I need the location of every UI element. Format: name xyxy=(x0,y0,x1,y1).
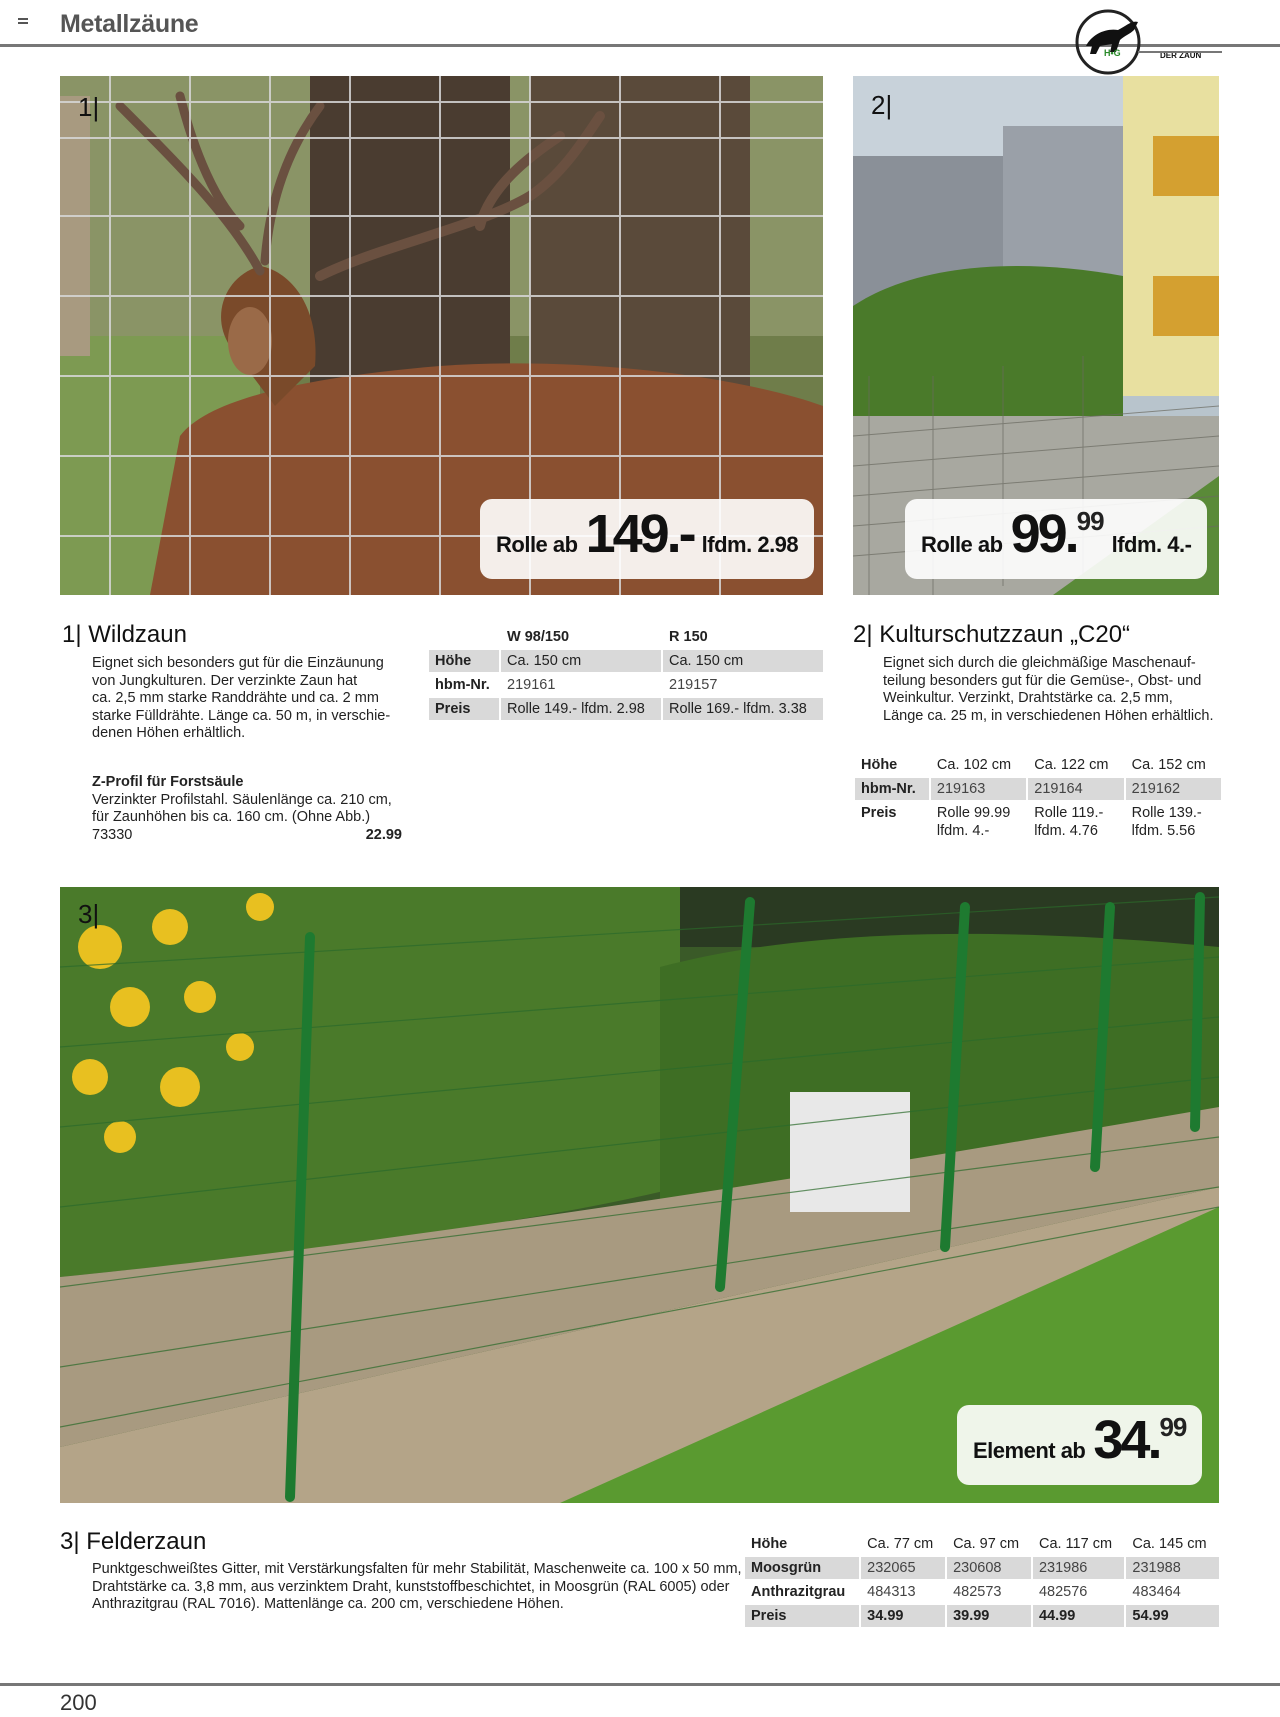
table-cell: 482573 xyxy=(953,1584,1002,1600)
table-cell: 484313 xyxy=(867,1584,916,1600)
wildzaun-price-badge xyxy=(480,499,814,579)
table-cell: 54.99 xyxy=(1126,1605,1219,1627)
zprofil-price: 22.99 xyxy=(365,826,402,843)
kulturschutzzaun-spec-table xyxy=(853,752,1223,844)
table-cell: 231988 xyxy=(1126,1557,1219,1579)
table-cell: Anthrazitgrau xyxy=(751,1584,846,1600)
table-cell: 230608 xyxy=(947,1557,1031,1579)
price-prefix: Element ab xyxy=(973,1438,1086,1463)
table-cell: Ca. 117 cm xyxy=(1038,1536,1113,1552)
zprofil-block xyxy=(92,774,402,844)
desc-line: Punktgeschweißtes Gitter, mit Verstärkungsfalten für mehr Stabilität, Maschenweite ca. 100 x 50 mm, xyxy=(92,1561,742,1577)
table-cell: Ca. 152 cm xyxy=(1131,757,1206,773)
desc-line: Anthrazitgrau (RAL 7016). Mattenlänge ca. 200 cm, verschiedene Höhen. xyxy=(92,1596,564,1612)
desc-line: ca. 2,5 mm starke Randdrähte und ca. 2 mm xyxy=(92,690,379,706)
table-cell: 483464 xyxy=(1132,1584,1181,1600)
table-row xyxy=(855,802,1221,821)
desc-line: Eignet sich besonders gut für die Einzäunung xyxy=(92,655,384,671)
table-cell: Preis xyxy=(745,1605,859,1627)
desc-line: Weinkultur. Verzinkt, Drahtstärke ca. 2,5 mm, xyxy=(883,690,1173,706)
price-prefix: Rolle ab xyxy=(921,532,1003,557)
table-row xyxy=(745,1581,1219,1603)
felderzaun-spec-table xyxy=(743,1531,1221,1629)
table-header-row xyxy=(429,626,823,648)
brand-logo xyxy=(1072,6,1222,78)
table-row xyxy=(855,754,1221,776)
page-number: 200 xyxy=(60,1690,97,1715)
table-row xyxy=(745,1533,1219,1555)
table-cell: 219161 xyxy=(507,677,556,693)
desc-line: teilung besonders gut für die Gemüse-, Obst- und xyxy=(883,672,1202,689)
table-cell xyxy=(855,823,929,842)
price-suffix: lfdm. 4.- xyxy=(1111,532,1192,557)
table-cell: Ca. 145 cm xyxy=(1132,1536,1207,1552)
kulturschutzzaun-title: 2| Kulturschutzzaun „C20“ xyxy=(853,621,1131,648)
footer-divider xyxy=(0,1683,1280,1686)
table-cell: lfdm. 5.56 xyxy=(1131,823,1196,839)
price-prefix: Rolle ab xyxy=(496,532,578,557)
desc-line: Drahtstärke ca. 3,8 mm, aus verzinktem Draht, kunststoffbeschichtet, in Moosgrün (RAL 6005) oder xyxy=(92,1578,730,1595)
price-main: 149.- xyxy=(585,504,694,564)
table-cell: Rolle 149.- lfdm. 2.98 xyxy=(501,698,661,720)
felderzaun-price-badge xyxy=(957,1405,1202,1485)
desc-line: Eignet sich durch die gleichmäßige Maschenauf- xyxy=(883,655,1196,671)
table-row xyxy=(745,1557,1219,1579)
price-cents: 99 xyxy=(1076,506,1104,536)
desc-line: für Zaunhöhen bis ca. 160 cm. (Ohne Abb.) xyxy=(92,809,371,825)
table-header: R 150 xyxy=(669,629,708,645)
table-cell: Rolle 169.- lfdm. 3.38 xyxy=(663,698,823,720)
table-cell: Ca. 150 cm xyxy=(501,650,661,672)
table-cell: 219162 xyxy=(1126,778,1221,800)
price-main: 99. xyxy=(1010,504,1077,564)
table-row xyxy=(855,823,1221,842)
table-cell: Rolle 119.- xyxy=(1034,805,1104,821)
wildzaun-title: 1| Wildzaun xyxy=(62,621,187,648)
kulturschutzzaun-price-badge xyxy=(905,499,1207,579)
desc-line: denen Höhen erhältlich. xyxy=(92,725,246,741)
table-cell: 219163 xyxy=(931,778,1026,800)
felderzaun-description xyxy=(92,1561,742,1614)
table-cell: 219164 xyxy=(1028,778,1123,800)
table-cell: Rolle 139.- xyxy=(1131,805,1202,821)
table-cell: Preis xyxy=(429,698,499,720)
table-cell: 39.99 xyxy=(947,1605,1031,1627)
table-cell: 231986 xyxy=(1033,1557,1124,1579)
table-cell: Ca. 77 cm xyxy=(867,1536,934,1552)
table-row xyxy=(855,778,1221,800)
table-cell: Höhe xyxy=(861,757,898,773)
table-cell: 482576 xyxy=(1038,1584,1088,1600)
table-row xyxy=(429,674,823,696)
price-cents: 99 xyxy=(1159,1412,1187,1442)
svg-text:H•G: H•G xyxy=(1104,48,1121,58)
kulturschutzzaun-description xyxy=(883,655,1223,725)
price-suffix: lfdm. 2.98 xyxy=(701,532,799,557)
zprofil-article-number: 73330 xyxy=(92,826,133,843)
table-cell: 34.99 xyxy=(861,1605,945,1627)
table-cell: Ca. 97 cm xyxy=(953,1536,1020,1552)
table-cell: Höhe xyxy=(751,1536,788,1552)
menu-icon[interactable] xyxy=(18,18,28,26)
table-header xyxy=(429,626,499,648)
felderzaun-title: 3| Felderzaun xyxy=(60,1528,207,1555)
zprofil-title: Z-Profil für Forstsäule xyxy=(92,774,244,790)
wildzaun-photo xyxy=(60,76,823,595)
page-title: Metallzäune xyxy=(60,10,199,38)
table-cell: Ca. 150 cm xyxy=(663,650,823,672)
table-cell: 44.99 xyxy=(1033,1605,1124,1627)
desc-line: Länge ca. 25 m, in verschiedenen Höhen erhältlich. xyxy=(883,707,1214,724)
table-header: W 98/150 xyxy=(507,629,570,645)
table-cell: 232065 xyxy=(861,1557,945,1579)
table-cell: Höhe xyxy=(429,650,499,672)
svg-text:DER ZAUN: DER ZAUN xyxy=(1160,51,1202,60)
wildzaun-spec-table xyxy=(427,624,825,722)
table-cell: Rolle 99.99 xyxy=(936,805,1011,821)
table-cell: Moosgrün xyxy=(745,1557,859,1579)
table-cell: lfdm. 4.- xyxy=(936,823,990,839)
desc-line: Verzinkter Profilstahl. Säulenlänge ca. 210 cm, xyxy=(92,791,392,808)
table-row xyxy=(429,698,823,720)
table-cell: Ca. 102 cm xyxy=(936,757,1012,773)
table-cell: hbm-Nr. xyxy=(435,677,490,693)
photo-number-1: 1| xyxy=(78,92,100,122)
table-row xyxy=(745,1605,1219,1627)
table-cell: hbm-Nr. xyxy=(855,778,929,800)
price-main: 34. xyxy=(1093,1410,1160,1470)
table-cell: lfdm. 4.76 xyxy=(1034,823,1098,839)
kulturschutzzaun-photo xyxy=(853,76,1219,595)
desc-line: starke Fülldrähte. Länge ca. 50 m, in verschie- xyxy=(92,707,391,724)
felderzaun-photo xyxy=(60,887,1219,1503)
table-cell: Preis xyxy=(861,805,897,821)
table-row xyxy=(429,650,823,672)
wildzaun-description xyxy=(92,655,412,743)
desc-line: von Jungkulturen. Der verzinkte Zaun hat xyxy=(92,672,358,689)
photo-number-3: 3| xyxy=(78,899,100,929)
table-cell: 219157 xyxy=(669,677,718,693)
table-cell: Ca. 122 cm xyxy=(1034,757,1109,773)
photo-number-2: 2| xyxy=(871,90,893,120)
